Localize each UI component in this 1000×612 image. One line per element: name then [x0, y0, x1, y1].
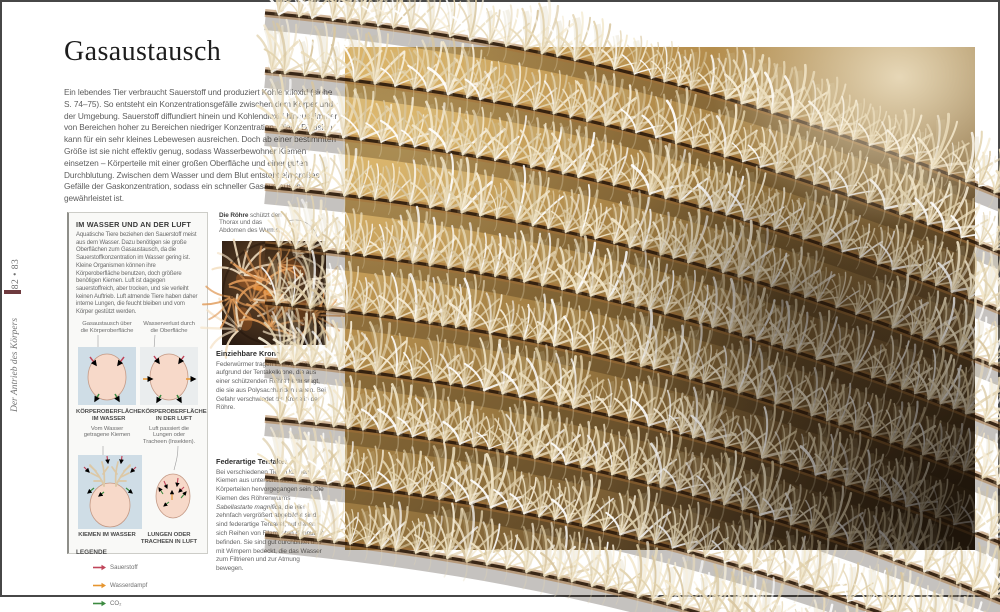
section-body: Bei verschiedenen Tieren können Kiemen aus unterschiedlichen Körperteilen hervorgegangen sein. Die Kiemen des Röhrenwurms Sabellastarte magnifica, die hier zehnfach vergrößert abgebildet sind, sind federartige Tentakel, auf denen sich Reihen von Filamenten (Pinnulae) befinden. Sie sind gut durchblutet und mit Wimpern bedeckt, die das Wasser zum Filtrieren und zur Atmung bewegen.: [216, 468, 324, 573]
co2-arrow-icon: [92, 600, 107, 607]
label-surface-water: KÖRPEROBERFLÄCHE IM WASSER: [76, 408, 142, 422]
callout-gills: Vom Wasser getragene Kiemen: [83, 425, 131, 439]
infobox-water-air: [67, 212, 208, 608]
section-body: Federwürmer tragen ihren Namen aufgrund der Tentakelkrone, die aus einer schützenden Röhre herausragt, die sie aus Polysacchariden bauen. Bei Gefahr verschwindet die Krone in der Röhre.: [216, 360, 326, 412]
diagram-row-organs: [76, 446, 200, 530]
section-heading: Einziehbare Krone: [216, 349, 281, 358]
label-surface-air: KÖRPEROBERFLÄCHE IN DER LUFT: [141, 408, 207, 422]
oxygen-arrow-icon: [92, 564, 107, 571]
infobox-body: Aquatische Tiere beziehen den Sauerstoff meist aus dem Wasser. Dazu benötigen sie große Oberflächen zum Gasaustausch, da die Sauerstoffkonzentration im Wasser gering ist. Kleine Organismen können ihre Körperoberfläche benutzen, doch größere benötigen Kiemen. Luft ist dagegen sauerstoffreich, aber trocken, und sie verleiht keinen Auftrieb. Luft atmende Tiere haben daher interne Lungen, die feucht bleiben und vom Körper gestützt werden.: [76, 232, 198, 316]
diagram-lungs-air: [147, 446, 199, 530]
diagram-surface-water: [77, 335, 137, 407]
fan-worm-photo: [345, 47, 975, 550]
page-title: Gasaustausch: [64, 36, 222, 67]
spine-accent-bar: [4, 290, 21, 294]
spine-page-numbers: 82 • 83: [11, 258, 21, 290]
section-heading: Federartige Tentakel: [216, 457, 287, 466]
legend: [92, 558, 200, 612]
legend-label-co2: CO₂: [110, 600, 122, 608]
diagram-surface-air: [139, 335, 199, 407]
callout-lungs: Luft passiert die Lungen oder Tracheen (Insekten).: [142, 425, 196, 446]
callout-surface-water: Gasaustausch über die Körperoberfläche: [80, 320, 134, 334]
label-gills: KIEMEN IM WASSER: [78, 532, 136, 539]
callout-surface-air: Wasserverlust durch die Oberfläche: [143, 320, 195, 334]
diagram-gills-water: [77, 446, 143, 530]
legend-label-water-vapor: Wasserdampf: [110, 582, 148, 590]
infobox-title: IM WASSER UND AN DER LUFT: [76, 220, 191, 229]
legend-title: LEGENDE: [76, 549, 107, 557]
label-lungs: LUNGEN ODER TRACHEEN IN LUFT: [140, 532, 198, 546]
inset-callout-text: schützt den Thorax und das Abdomen des Wurms.: [219, 212, 282, 234]
water-vapor-arrow-icon: [92, 582, 107, 589]
spine-chapter-title: Der Antrieb des Körpers: [10, 317, 20, 413]
inset-callout-lead: Die Röhre: [219, 212, 249, 219]
diagram-row-surface: [76, 335, 200, 407]
species-name: Sabellastarte magnifica: [216, 503, 282, 511]
legend-label-oxygen: Sauerstoff: [110, 564, 138, 572]
intro-paragraph: Ein lebendes Tier verbraucht Sauerstoff und produziert Kohlendioxid (siehe S. 74–75). So entsteht ein Konzentrationsgefälle zwischen dem Körper und der Umgebung. Sauerstoff diffundiert hinein und Kohlendioxid hinaus, immer von Bereichen hoher zu Bereichen niedriger Konzentration. Diese Diffusion kann für ein sehr kleines Lebewesen ausreichen. Doch ab einer bestimmten Größe ist sie nicht effektiv genug, sodass Wasserbewohner Kiemen einsetzen – Körperteile mit einer großen Oberfläche und einer guten Durchblutung. Zwischen dem Wasser und dem Blut entsteht ein großes Gefälle der Gaskonzentration, sodass ein schneller Gasaustausch gewährleistet ist.: [64, 87, 338, 204]
